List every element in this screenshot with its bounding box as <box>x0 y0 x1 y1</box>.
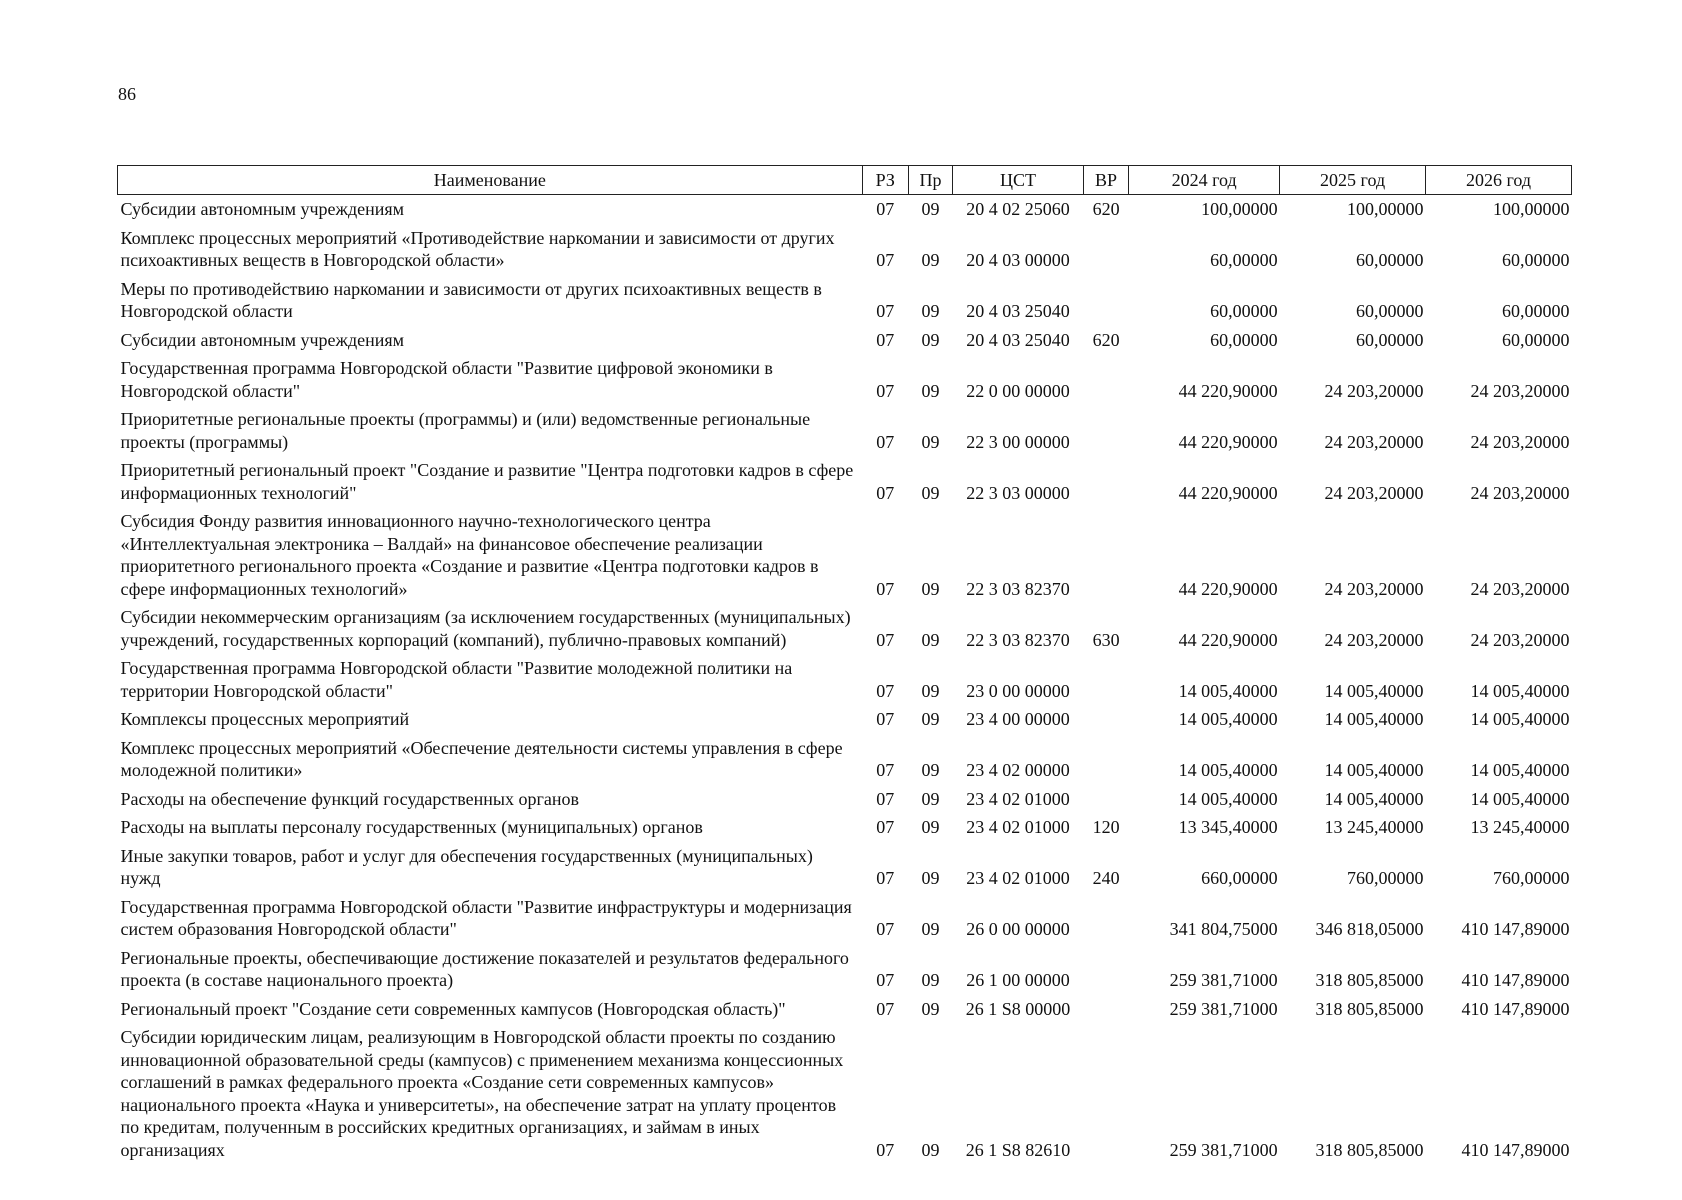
row-name: Государственная программа Новгородской области "Развитие молодежной политики на территории Новгородской области" <box>120 658 793 701</box>
row-vr <box>1083 731 1128 782</box>
row-name: Субсидии автономным учреждениям <box>120 329 405 350</box>
table-row <box>118 1020 1572 1161</box>
row-vr: 620 <box>1092 329 1120 350</box>
row-value-2025: 24 203,20000 <box>1324 629 1424 650</box>
row-pr: 09 <box>921 482 940 503</box>
row-value-2024: 14 005,40000 <box>1178 760 1278 780</box>
row-value-2026: 14 005,40000 <box>1470 788 1570 809</box>
row-cst: 23 0 00 00000 <box>966 680 1070 701</box>
table-row <box>118 600 1572 651</box>
row-rz: 07 <box>876 629 895 650</box>
row-value-2026: 100,00000 <box>1493 199 1570 219</box>
row-name: Государственная программа Новгородской области "Развитие цифровой экономики в Новгородской области" <box>120 358 773 401</box>
row-rz: 07 <box>876 788 895 809</box>
row-value-2026: 410 147,89000 <box>1461 970 1570 990</box>
row-rz: 07 <box>876 578 895 599</box>
table-row <box>118 504 1572 600</box>
row-value-2024: 44 220,90000 <box>1178 431 1278 452</box>
row-name: Региональные проекты, обеспечивающие достижение показателей и результатов федерального проекта (в составе национального проекта) <box>120 947 849 990</box>
page-number: 86 <box>118 84 136 104</box>
header-pr: Пр <box>908 166 952 195</box>
row-name: Расходы на выплаты персоналу государственных (муниципальных) органов <box>120 817 703 837</box>
table-row <box>118 941 1572 992</box>
row-vr <box>1083 941 1128 992</box>
table-row <box>118 839 1572 890</box>
row-value-2025: 60,00000 <box>1356 250 1424 270</box>
row-rz: 07 <box>876 1139 895 1160</box>
row-cst: 20 4 02 25060 <box>966 199 1070 219</box>
row-pr: 09 <box>921 578 940 599</box>
row-pr: 09 <box>921 709 940 729</box>
row-value-2026: 13 245,40000 <box>1470 817 1570 837</box>
row-value-2024: 60,00000 <box>1210 250 1278 270</box>
row-rz: 07 <box>876 431 895 452</box>
header-2025: 2025 год <box>1280 166 1426 195</box>
table-row <box>118 453 1572 504</box>
row-value-2024: 44 220,90000 <box>1178 629 1278 650</box>
row-name: Субсидия Фонду развития инновационного научно-технологического центра «Интеллектуальная электроника – Валдай» на финансовое обеспечение реализации приоритетного регионального проекта «Создание и развитие «Центра подготовки кадров в сфере информационных технологий» <box>120 511 819 599</box>
table-row <box>118 651 1572 702</box>
row-cst: 20 4 03 25040 <box>966 301 1070 321</box>
row-value-2024: 259 381,71000 <box>1169 998 1278 1019</box>
row-pr: 09 <box>921 680 940 701</box>
table-body <box>118 195 1572 1162</box>
row-cst: 22 3 03 82370 <box>966 629 1070 650</box>
table-row <box>118 992 1572 1021</box>
row-rz: 07 <box>876 199 895 219</box>
row-pr: 09 <box>921 199 940 219</box>
row-name: Приоритетный региональный проект "Создание и развитие "Центра подготовки кадров в сфере информационных технологий" <box>120 460 854 503</box>
row-value-2026: 24 203,20000 <box>1470 578 1570 599</box>
row-value-2026: 60,00000 <box>1502 329 1570 350</box>
header-2024: 2024 год <box>1129 166 1280 195</box>
header-2026: 2026 год <box>1426 166 1572 195</box>
row-rz: 07 <box>876 970 895 990</box>
row-rz: 07 <box>876 817 895 837</box>
row-value-2025: 14 005,40000 <box>1324 680 1424 701</box>
row-value-2026: 24 203,20000 <box>1470 629 1570 650</box>
row-name: Комплекс процессных мероприятий «Обеспечение деятельности системы управления в сфере молодежной политики» <box>120 737 843 780</box>
row-pr: 09 <box>921 970 940 990</box>
row-value-2025: 100,00000 <box>1347 199 1424 219</box>
row-cst: 26 1 00 00000 <box>966 970 1070 990</box>
table-row <box>118 702 1572 731</box>
row-value-2025: 318 805,85000 <box>1315 970 1424 990</box>
row-value-2026: 60,00000 <box>1502 301 1570 321</box>
row-value-2026: 14 005,40000 <box>1470 680 1570 701</box>
row-value-2024: 13 345,40000 <box>1178 817 1278 837</box>
row-cst: 20 4 03 00000 <box>966 250 1070 270</box>
table-row <box>118 782 1572 811</box>
row-value-2025: 60,00000 <box>1356 329 1424 350</box>
row-vr <box>1083 782 1128 811</box>
row-value-2024: 14 005,40000 <box>1178 788 1278 809</box>
row-vr <box>1083 651 1128 702</box>
row-value-2024: 259 381,71000 <box>1169 1139 1278 1160</box>
row-vr <box>1083 221 1128 272</box>
row-value-2024: 341 804,75000 <box>1169 919 1278 939</box>
row-vr <box>1083 992 1128 1021</box>
row-rz: 07 <box>876 380 895 401</box>
row-vr <box>1083 351 1128 402</box>
row-rz: 07 <box>876 329 895 350</box>
row-value-2025: 13 245,40000 <box>1324 817 1424 837</box>
row-value-2025: 14 005,40000 <box>1324 788 1424 809</box>
budget-table <box>117 165 1572 1161</box>
row-value-2025: 318 805,85000 <box>1315 1139 1424 1160</box>
row-value-2024: 44 220,90000 <box>1178 380 1278 401</box>
row-cst: 23 4 02 01000 <box>966 868 1070 888</box>
row-cst: 26 1 S8 00000 <box>965 998 1071 1019</box>
row-rz: 07 <box>876 868 895 888</box>
row-rz: 07 <box>876 998 895 1019</box>
row-vr: 620 <box>1092 199 1120 219</box>
row-value-2026: 760,00000 <box>1493 868 1570 888</box>
row-name: Региональный проект "Создание сети современных кампусов (Новгородская область)" <box>120 998 786 1019</box>
row-name: Субсидии автономным учреждениям <box>120 199 405 219</box>
row-pr: 09 <box>921 788 940 809</box>
row-value-2025: 346 818,05000 <box>1315 919 1424 939</box>
row-value-2024: 44 220,90000 <box>1178 578 1278 599</box>
row-value-2024: 14 005,40000 <box>1178 709 1278 729</box>
row-value-2025: 24 203,20000 <box>1324 431 1424 452</box>
table-row <box>118 323 1572 352</box>
row-name: Приоритетные региональные проекты (программы) и (или) ведомственные региональные проекты (программы) <box>120 409 811 452</box>
row-pr: 09 <box>921 629 940 650</box>
row-value-2025: 318 805,85000 <box>1315 998 1424 1019</box>
row-pr: 09 <box>921 329 940 350</box>
row-cst: 26 1 S8 82610 <box>965 1139 1071 1160</box>
row-pr: 09 <box>921 817 940 837</box>
row-value-2026: 14 005,40000 <box>1470 760 1570 780</box>
row-name: Комплексы процессных мероприятий <box>120 709 410 729</box>
row-cst: 22 3 00 00000 <box>966 431 1070 452</box>
row-pr: 09 <box>921 760 940 780</box>
row-vr: 120 <box>1092 817 1120 837</box>
row-value-2025: 14 005,40000 <box>1324 709 1424 729</box>
row-value-2025: 24 203,20000 <box>1324 380 1424 401</box>
row-value-2026: 410 147,89000 <box>1461 919 1570 939</box>
row-value-2026: 24 203,20000 <box>1470 380 1570 401</box>
row-pr: 09 <box>921 250 940 270</box>
row-value-2024: 60,00000 <box>1210 329 1278 350</box>
row-pr: 09 <box>921 868 940 888</box>
table-row <box>118 890 1572 941</box>
row-vr <box>1083 702 1128 731</box>
row-value-2026: 410 147,89000 <box>1461 1139 1570 1160</box>
row-vr <box>1083 504 1128 600</box>
row-value-2025: 760,00000 <box>1347 868 1424 888</box>
row-value-2026: 24 203,20000 <box>1470 431 1570 452</box>
row-value-2026: 24 203,20000 <box>1470 482 1570 503</box>
row-value-2025: 14 005,40000 <box>1324 760 1424 780</box>
header-rz: РЗ <box>862 166 908 195</box>
row-name: Субсидии юридическим лицам, реализующим в Новгородской области проекты по созданию инновационной образовательной среды (кампусов) с применением механизма концессионных соглашений в рамках федерального проекта «Создание сети современных кампусов» национального проекта «Наука и университеты», на обеспечение затрат на уплату процентов по кредитам, полученным в российских кредитных организациях, и займам в иных организациях <box>120 1027 844 1160</box>
row-pr: 09 <box>921 431 940 452</box>
header-vr: ВР <box>1083 166 1128 195</box>
row-name: Расходы на обеспечение функций государственных органов <box>120 788 579 809</box>
row-cst: 23 4 02 00000 <box>966 760 1070 780</box>
row-rz: 07 <box>876 250 895 270</box>
row-vr <box>1083 890 1128 941</box>
row-value-2025: 24 203,20000 <box>1324 482 1424 503</box>
row-value-2024: 44 220,90000 <box>1178 482 1278 503</box>
table-row <box>118 402 1572 453</box>
table-row <box>118 731 1572 782</box>
row-vr <box>1083 1020 1128 1161</box>
row-rz: 07 <box>876 919 895 939</box>
row-value-2026: 60,00000 <box>1502 250 1570 270</box>
header-cst: ЦСТ <box>953 166 1084 195</box>
row-name: Иные закупки товаров, работ и услуг для обеспечения государственных (муниципальных) нужд <box>120 845 813 888</box>
row-cst: 23 4 00 00000 <box>966 709 1070 729</box>
row-name: Меры по противодействию наркомании и зависимости от других психоактивных веществ в Новгородской области <box>120 278 822 321</box>
row-vr <box>1083 272 1128 323</box>
row-cst: 20 4 03 25040 <box>966 329 1070 350</box>
row-cst: 26 0 00 00000 <box>966 919 1070 939</box>
row-value-2024: 259 381,71000 <box>1169 970 1278 990</box>
table-row <box>118 351 1572 402</box>
row-value-2026: 410 147,89000 <box>1461 998 1570 1019</box>
row-value-2024: 14 005,40000 <box>1178 680 1278 701</box>
row-cst: 22 3 03 82370 <box>966 578 1070 599</box>
row-pr: 09 <box>921 919 940 939</box>
table-row <box>118 272 1572 323</box>
row-value-2025: 24 203,20000 <box>1324 578 1424 599</box>
row-pr: 09 <box>921 301 940 321</box>
table-row <box>118 195 1572 221</box>
row-cst: 23 4 02 01000 <box>966 788 1070 809</box>
row-pr: 09 <box>921 1139 940 1160</box>
row-rz: 07 <box>876 482 895 503</box>
row-value-2025: 60,00000 <box>1356 301 1424 321</box>
row-value-2024: 660,00000 <box>1201 868 1278 888</box>
row-name: Комплекс процессных мероприятий «Противодействие наркомании и зависимости от других психоактивных веществ в Новгородской области» <box>120 227 835 270</box>
row-pr: 09 <box>921 380 940 401</box>
row-name: Государственная программа Новгородской области "Развитие инфраструктуры и модернизация систем образования Новгородской области" <box>120 896 852 939</box>
row-vr: 240 <box>1092 868 1120 888</box>
row-value-2024: 60,00000 <box>1210 301 1278 321</box>
row-cst: 23 4 02 01000 <box>966 817 1070 837</box>
row-name: Субсидии некоммерческим организациям (за исключением государственных (муниципальных) учреждений, государственных корпораций (компаний), публично-правовых компаний) <box>120 607 851 650</box>
row-value-2024: 100,00000 <box>1201 199 1278 219</box>
row-cst: 22 3 03 00000 <box>966 482 1070 503</box>
row-rz: 07 <box>876 760 895 780</box>
header-name: Наименование <box>118 166 863 195</box>
row-value-2026: 14 005,40000 <box>1470 709 1570 729</box>
row-cst: 22 0 00 00000 <box>966 380 1070 401</box>
row-vr <box>1083 453 1128 504</box>
table-row <box>118 810 1572 839</box>
table-row <box>118 221 1572 272</box>
row-vr <box>1083 402 1128 453</box>
row-pr: 09 <box>921 998 940 1019</box>
row-rz: 07 <box>876 709 895 729</box>
row-rz: 07 <box>876 301 895 321</box>
table-header-row <box>118 166 1572 195</box>
row-vr: 630 <box>1092 629 1120 650</box>
row-rz: 07 <box>876 680 895 701</box>
